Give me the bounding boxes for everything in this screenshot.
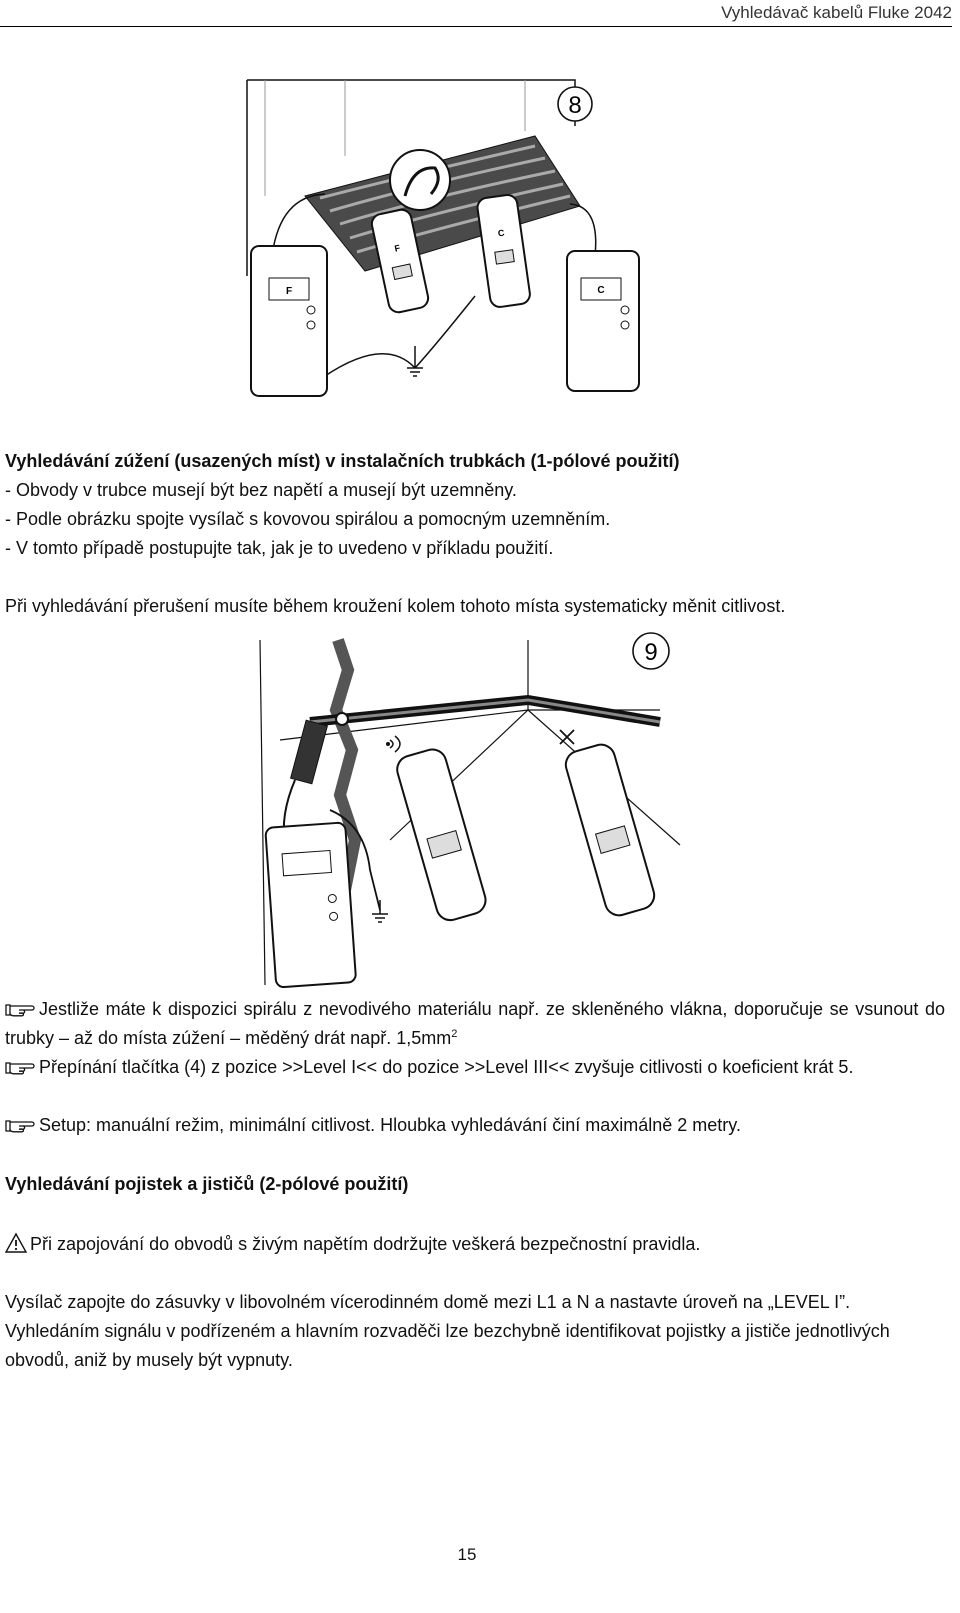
page-header <box>0 0 952 27</box>
section2-body: Vysílač zapojte do zásuvky v libovolném vícerodinném domě mezi L1 a N a nastavte úroveň na „LEVEL I”. Vyhledáním signálu v podřízeném a hlavním rozvaděči lze bezchybně identifikovat pojistky a jističe jednotlivých obvodů, aniž by musely být vypnuty. <box>5 1292 890 1370</box>
ground-symbol-icon <box>372 900 388 922</box>
section1-heading: Vyhledávání zúžení (usazených míst) v instalačních trubkách (1-pólové použití) <box>5 451 680 471</box>
transmitter-left <box>251 246 327 396</box>
figure-8-floor-heating <box>245 76 605 421</box>
section2-warning <box>5 1230 945 1259</box>
no-signal-icon <box>560 730 574 744</box>
signal-icon <box>386 736 400 752</box>
pointing-hand-icon <box>5 1001 35 1017</box>
figure-number: 8 <box>568 92 582 119</box>
warning-triangle-icon <box>5 1233 27 1253</box>
pointing-hand-icon <box>5 1117 35 1133</box>
section1-item-1: - Obvody v trubce musejí být bez napětí a musejí být uzemněny. <box>5 480 517 500</box>
transmitter-right-label: C <box>597 285 605 296</box>
figure-9-conduit-blockage <box>240 630 680 992</box>
transmitter <box>265 822 356 987</box>
section1-item-3: - V tomto případě postupujte tak, jak je to uvedeno v příkladu použití. <box>5 538 554 558</box>
section1-note: Při vyhledávání přerušení musíte během kroužení kolem tohoto místa systematicky měnit citlivost. <box>5 596 786 616</box>
tip-1-superscript: 2 <box>451 1028 458 1040</box>
figure-number: 9 <box>644 639 658 666</box>
tip-2 <box>5 1053 945 1082</box>
tip-1 <box>5 995 945 1053</box>
receiver-right <box>563 741 658 918</box>
page-number: 15 <box>457 1545 477 1564</box>
section2-warning-text: Při zapojování do obvodů s živým napětím dodržujte veškerá bezpečnostní pravidla. <box>30 1234 701 1254</box>
receiver-left-label: F <box>393 242 402 254</box>
tip-3 <box>5 1111 945 1140</box>
section2-heading: Vyhledávání pojistek a jističů (2-pólové použití) <box>5 1174 409 1194</box>
pointing-hand-icon <box>5 1059 35 1075</box>
transmitter-left-label: F <box>285 286 293 297</box>
transmitter-right <box>567 251 639 391</box>
section1-item-2: - Podle obrázku spojte vysílač s kovovou spirálou a pomocným uzemněním. <box>5 509 611 529</box>
tip-1-text: Jestliže máte k dispozici spirálu z nevodivého materiálu např. ze skleněného vlákna, doporučuje se vsunout do trubky – až do místa zúžení – měděný drát např. 1,5mm <box>5 999 945 1048</box>
tip-3-text: Setup: manuální režim, minimální citlivost. Hloubka vyhledávání činí maximálně 2 metry. <box>39 1115 741 1135</box>
receiver-right-label: C <box>497 227 506 239</box>
tip-2-text: Přepínání tlačítka (4) z pozice >>Level I<< do pozice >>Level III<< zvyšuje citlivosti o koeficient krát 5. <box>39 1057 854 1077</box>
receiver-left <box>394 746 489 923</box>
header-title: Vyhledávač kabelů Fluke 2042 <box>721 3 952 22</box>
